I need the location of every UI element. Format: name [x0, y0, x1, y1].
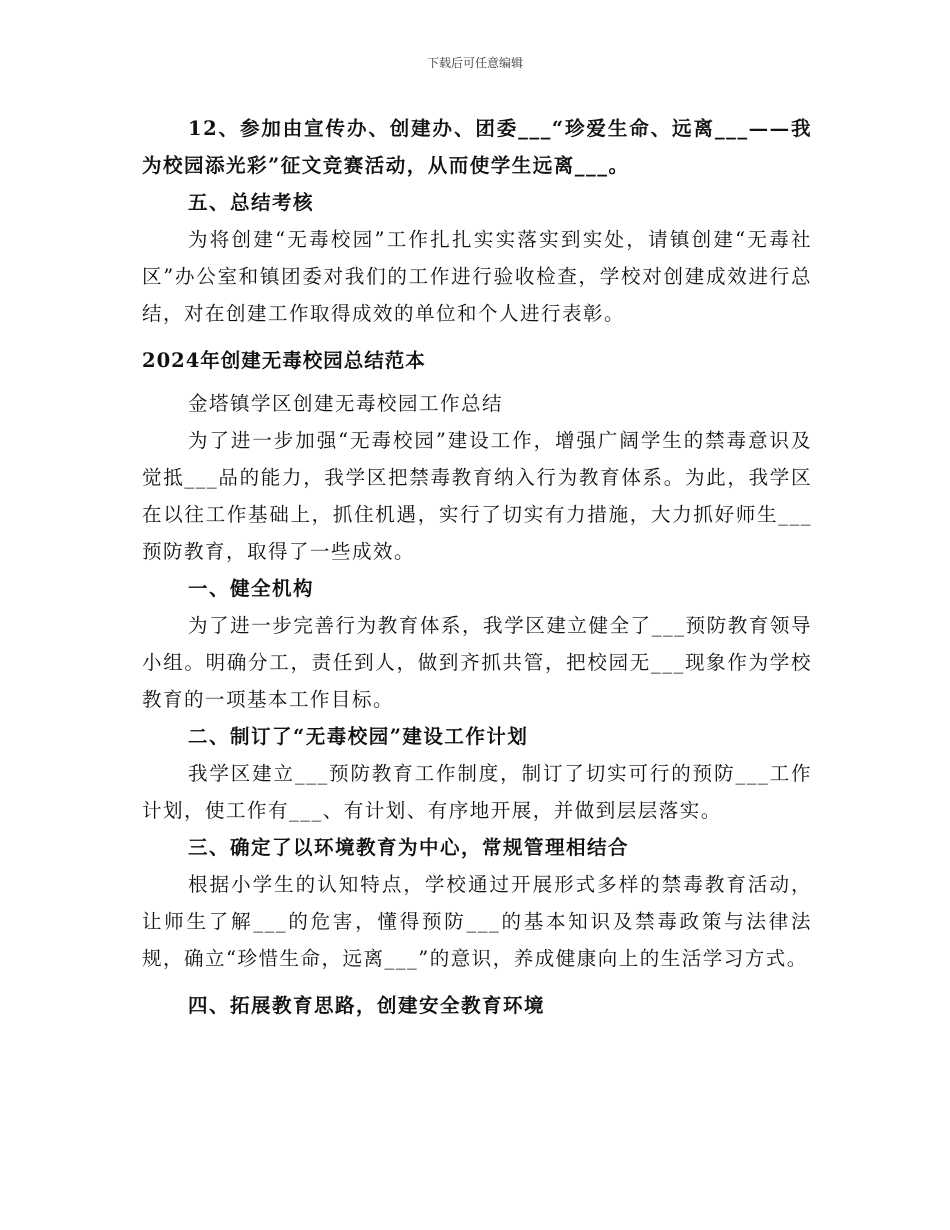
paragraph-summary: 为将创建“无毒校园”工作扎扎实实落实到实处，请镇创建“无毒社区”办公室和镇团委对我们的工作进行验收检查，学校对创建成效进行总结，对在创建工作取得成效的单位和个人进行表彰。 — [142, 228, 812, 325]
section-heading-3: 三、确定了以环境教育为中心，常规管理相结合 — [188, 836, 630, 859]
section-heading-1: 一、健全机构 — [188, 577, 315, 600]
section-heading-2: 二、制订了“无毒校园”建设工作计划 — [188, 725, 529, 748]
document-title: 2024年创建无毒校园总结范本 — [142, 349, 426, 372]
paragraph-intro: 为了进一步加强“无毒校园”建设工作，增强广阔学生的禁毒意识及觉抵___品的能力，我学区把禁毒教育纳入行为教育体系。为此，我学区在以往工作基础上，抓住机遇，实行了切实有力措施，大力抓好师生___预防教育，取得了一些成效。 — [142, 429, 812, 563]
paragraph-section-2: 我学区建立___预防教育工作制度，制订了切实可行的预防___工作计划，使工作有___、有计划、有序地开展，并做到层层落实。 — [142, 762, 812, 822]
paragraph-section-1: 为了进一步完善行为教育体系，我学区建立健全了___预防教育领导小组。明确分工，责任到人，做到齐抓共管，把校园无___现象作为学校教育的一项基本工作目标。 — [142, 614, 812, 711]
document-subtitle: 金塔镇学区创建无毒校园工作总结 — [188, 392, 504, 415]
paragraph-item-12: 12、参加由宣传办、创建办、团委___“珍爱生命、远离___——我为校园添光彩”征文竞赛活动，从而使学生远离___。 — [142, 117, 812, 177]
section-heading-5: 五、总结考核 — [188, 191, 315, 214]
section-heading-4: 四、拓展教育思路，创建安全教育环境 — [188, 994, 546, 1017]
paragraph-section-3: 根据小学生的认知特点，学校通过开展形式多样的禁毒教育活动，让师生了解___的危害，懂得预防___的基本知识及禁毒政策与法律法规，确立“珍惜生命，远离___”的意识，养成健康向上的生活学习方式。 — [142, 873, 812, 970]
page-header: 下载后可任意编辑 — [426, 56, 523, 70]
document-body — [142, 110, 812, 1024]
